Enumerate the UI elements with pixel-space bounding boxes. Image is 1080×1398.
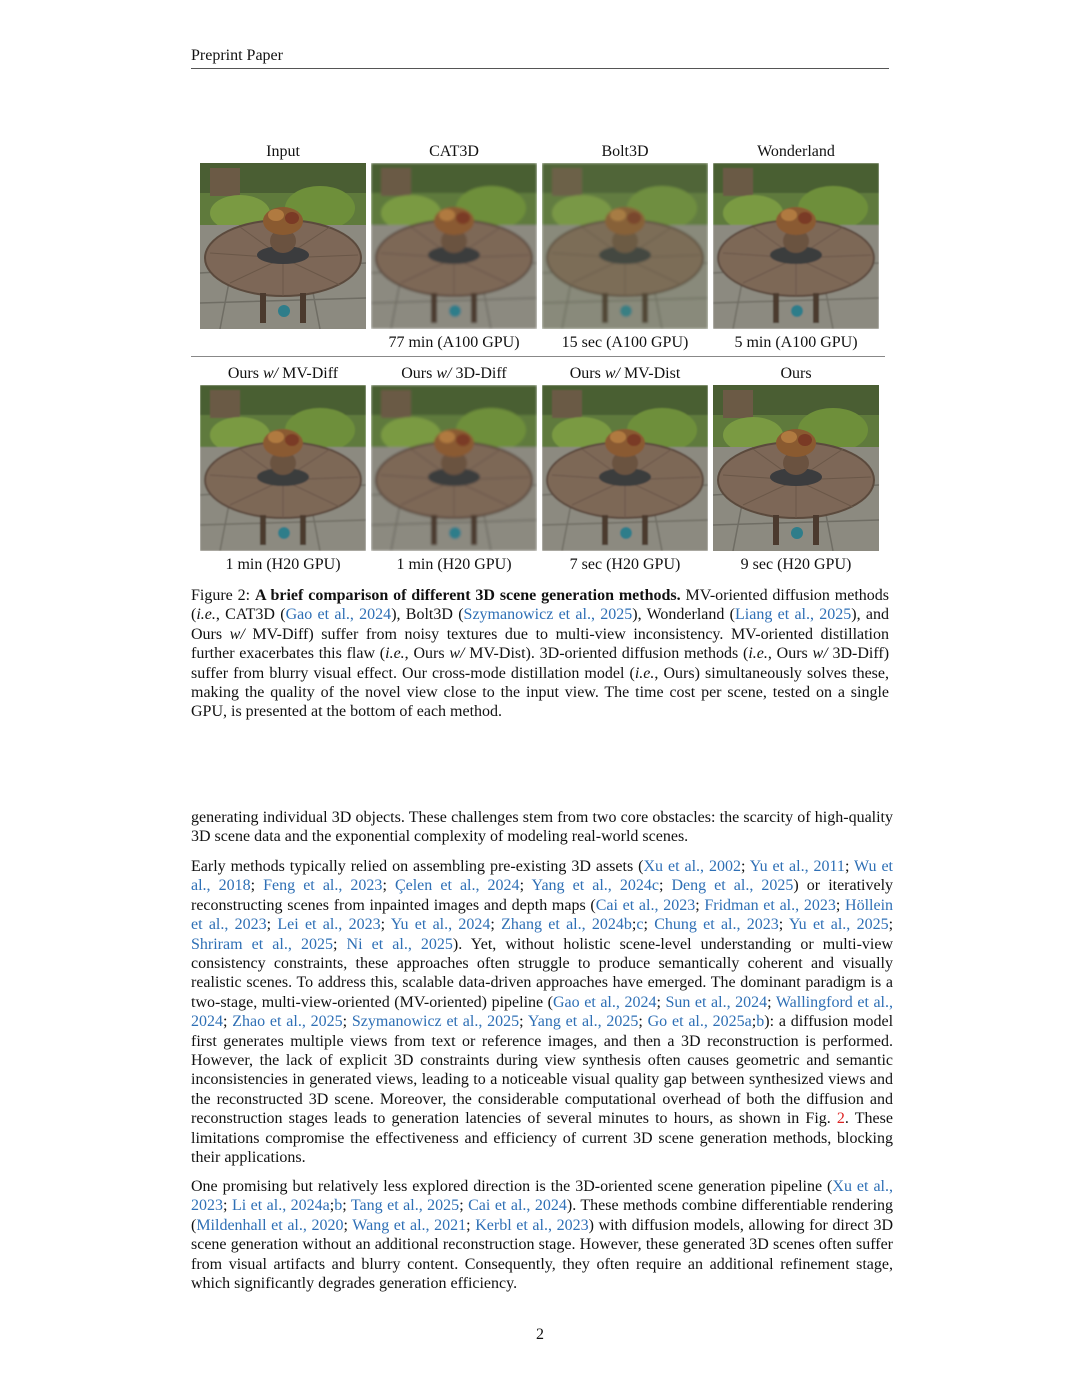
ours-mv-diff-image bbox=[200, 385, 366, 551]
figure-reference-link[interactable]: 2 bbox=[836, 1110, 845, 1128]
citation-link[interactable]: Gao et al., 2024 bbox=[285, 606, 392, 624]
citation-link[interactable]: Höllein et al., 2023 bbox=[191, 896, 894, 934]
citation-link[interactable]: Çelen et al., 2024 bbox=[394, 877, 520, 895]
figure-label-bolt3d: Bolt3D bbox=[601, 143, 649, 160]
citation-link[interactable]: Liang et al., 2025 bbox=[735, 606, 852, 624]
citation-link[interactable]: Tang et al., 2025 bbox=[350, 1197, 460, 1215]
ours-mv-dist-image bbox=[542, 385, 708, 551]
citation-link[interactable]: b bbox=[756, 1013, 765, 1031]
citation-link[interactable]: b bbox=[334, 1197, 343, 1215]
citation-link[interactable]: Feng et al., 2023 bbox=[263, 877, 383, 895]
citation-link[interactable]: Shriram et al., 2025 bbox=[191, 935, 333, 953]
citation-link[interactable]: Szymanowicz et al., 2025 bbox=[463, 606, 633, 624]
citation-link[interactable]: Gao et al., 2024 bbox=[553, 993, 657, 1011]
figure-label-ours-mv-diff: Ours w/ MV-Diff bbox=[227, 365, 339, 382]
figure-divider bbox=[191, 356, 885, 357]
citation-link[interactable]: Fridman et al., 2023 bbox=[704, 896, 836, 914]
page-number: 2 bbox=[536, 1326, 544, 1343]
citation-link[interactable]: Wallingford et al., 2024 bbox=[191, 993, 893, 1031]
header-rule bbox=[191, 68, 889, 69]
figure-caption: Figure 2: A brief comparison of different 3D scene generation methods. MV-oriented diffusion methods (i.e., CAT3D (Gao et al., 2024), Bolt3D (Szymanowicz et al., 2025), Wonderland (Liang et al., 2025), and Ours w/ MV-Diff) suffer from noisy textures due to multi-view inconsistency. MV-oriented distillation further exacerbates this flaw (i.e., Ours w/ MV-Dist). 3D-oriented diffusion methods (i.e., Ours w/ 3D-Diff) suffer from blurry visual effect. Our cross-mode distillation model (i.e., Ours) simultaneously solves these, making the quality of the novel view close to the input view. The time cost per scene, tested on a single GPU, is presented at the bottom of each method. bbox=[191, 587, 890, 721]
citation-link[interactable]: Xu et al., 2023 bbox=[191, 1178, 893, 1215]
ours-3d-diff-image bbox=[371, 385, 537, 551]
citation-link[interactable]: Zhang et al., 2024b bbox=[501, 916, 632, 934]
citation-link[interactable]: Szymanowicz et al., 2025 bbox=[351, 1013, 520, 1031]
citation-link[interactable]: Cai et al., 2024 bbox=[468, 1197, 567, 1215]
figure-time-ours: 9 sec (H20 GPU) bbox=[740, 556, 852, 573]
citation-link[interactable]: Yu et al., 2011 bbox=[749, 858, 845, 875]
figure-label-ours: Ours bbox=[780, 365, 812, 382]
citation-link[interactable]: Chung et al., 2023 bbox=[654, 916, 779, 934]
body-paragraph-1: generating individual 3D objects. These challenges stem from two core obstacles: the scarcity of high-quality 3D scene data and the exponential complexity of modeling real-world scenes. bbox=[191, 809, 893, 846]
citation-link[interactable]: Cai et al., 2023 bbox=[595, 896, 696, 914]
figure-label-ours-mv-dist: Ours w/ MV-Dist bbox=[569, 365, 681, 382]
citation-link[interactable]: Yu et al., 2025 bbox=[788, 916, 889, 934]
citation-link[interactable]: Wang et al., 2021 bbox=[352, 1216, 467, 1234]
ours-image bbox=[713, 385, 879, 551]
figure-time-bolt3d: 15 sec (A100 GPU) bbox=[561, 334, 689, 351]
citation-link[interactable]: Yang et al., 2024c bbox=[531, 877, 659, 895]
citation-link[interactable]: Yu et al., 2024 bbox=[390, 916, 491, 934]
bolt3d-result-image bbox=[542, 163, 708, 329]
running-header: Preprint Paper bbox=[191, 47, 283, 64]
citation-link[interactable]: Zhao et al., 2025 bbox=[232, 1013, 343, 1031]
figure-label-input: Input bbox=[266, 143, 300, 160]
citation-link[interactable]: Ni et al., 2025 bbox=[346, 935, 453, 953]
figure-label-cat3d: CAT3D bbox=[429, 143, 479, 160]
citation-link[interactable]: Kerbl et al., 2023 bbox=[475, 1216, 589, 1234]
figure-time-wonderland: 5 min (A100 GPU) bbox=[734, 334, 858, 351]
citation-link[interactable]: c bbox=[636, 916, 644, 934]
figure-time-ours-mv-dist: 7 sec (H20 GPU) bbox=[569, 556, 681, 573]
citation-link[interactable]: Lei et al., 2023 bbox=[277, 916, 381, 934]
figure-label-ours-3d-diff: Ours w/ 3D-Diff bbox=[401, 365, 507, 382]
wonderland-result-image bbox=[713, 163, 879, 329]
figure-time-ours-3d-diff: 1 min (H20 GPU) bbox=[396, 556, 512, 573]
citation-link[interactable]: Sun et al., 2024 bbox=[665, 993, 768, 1011]
citation-link[interactable]: Mildenhall et al., 2020 bbox=[196, 1216, 344, 1234]
citation-link[interactable]: Go et al., 2025a bbox=[647, 1013, 752, 1031]
figure-time-ours-mv-diff: 1 min (H20 GPU) bbox=[225, 556, 341, 573]
citation-link[interactable]: Deng et al., 2025 bbox=[671, 877, 794, 895]
input-image bbox=[200, 163, 366, 329]
figure-label-wonderland: Wonderland bbox=[757, 143, 835, 160]
citation-link[interactable]: Li et al., 2024a bbox=[231, 1197, 330, 1215]
figure-time-cat3d: 77 min (A100 GPU) bbox=[388, 334, 520, 351]
body-paragraph-3: One promising but relatively less explored direction is the 3D-oriented scene generation pipeline (Xu et al., 2023; Li et al., 2024a;b; Tang et al., 2025; Cai et al., 2024). These methods combine differentiable rendering (Mildenhall et al., 2020; Wang et al., 2021; Kerbl et al., 2023) with diffusion models, allowing for direct 3D scene generation without an additional reconstruction stage. However, these generated 3D scenes often suffer from visual artifacts and blurry content. Consequently, they often require an additional refinement stage, which significantly degrades generation efficiency. bbox=[191, 1178, 894, 1293]
body-paragraph-2: Early methods typically relied on assembling pre-existing 3D assets (Xu et al., 2002; Yu et al., 2011; Wu et al., 2018; Feng et al., 2023; Çelen et al., 2024; Yang et al., 2024c; Deng et al., 2025) or iteratively reconstructing scenes from inpainted images and depth maps (Cai et al., 2023; Fridman et al., 2023; Höllein et al., 2023; Lei et al., 2023; Yu et al., 2024; Zhang et al., 2024b;c; Chung et al., 2023; Yu et al., 2025; Shriram et al., 2025; Ni et al., 2025). Yet, without holistic scene-level understanding or multi-view consistency constraints, these approaches often struggle to produce semantically coherent and visually realistic scenes. To address this, scalable data-driven approaches have emerged. The dominant paradigm is a two-stage, multi-view-oriented (MV-oriented) pipeline (Gao et al., 2024; Sun et al., 2024; Wallingford et al., 2024; Zhao et al., 2025; Szymanowicz et al., 2025; Yang et al., 2025; Go et al., 2025a;b): a diffusion model first generates multiple views from text or reference images, and then a 3D reconstruction is performed. However, the lack of explicit 3D constraints during view synthesis often causes geometric and semantic inconsistencies in generated views, leading to a noticeable visual quality gap between synthesized views and the reconstructed 3D scene. Moreover, the considerable computational overhead of both the diffusion and reconstruction stages leads to generation latencies of several minutes to hours, as shown in Fig. 2. These limitations compromise the effectiveness and efficiency of current 3D scene generation methods, blocking their applications. bbox=[191, 858, 894, 1167]
citation-link[interactable]: Yang et al., 2025 bbox=[527, 1013, 639, 1031]
citation-link[interactable]: Wu et al., 2018 bbox=[191, 858, 894, 895]
citation-link[interactable]: Xu et al., 2002 bbox=[643, 858, 741, 875]
cat3d-result-image bbox=[371, 163, 537, 329]
